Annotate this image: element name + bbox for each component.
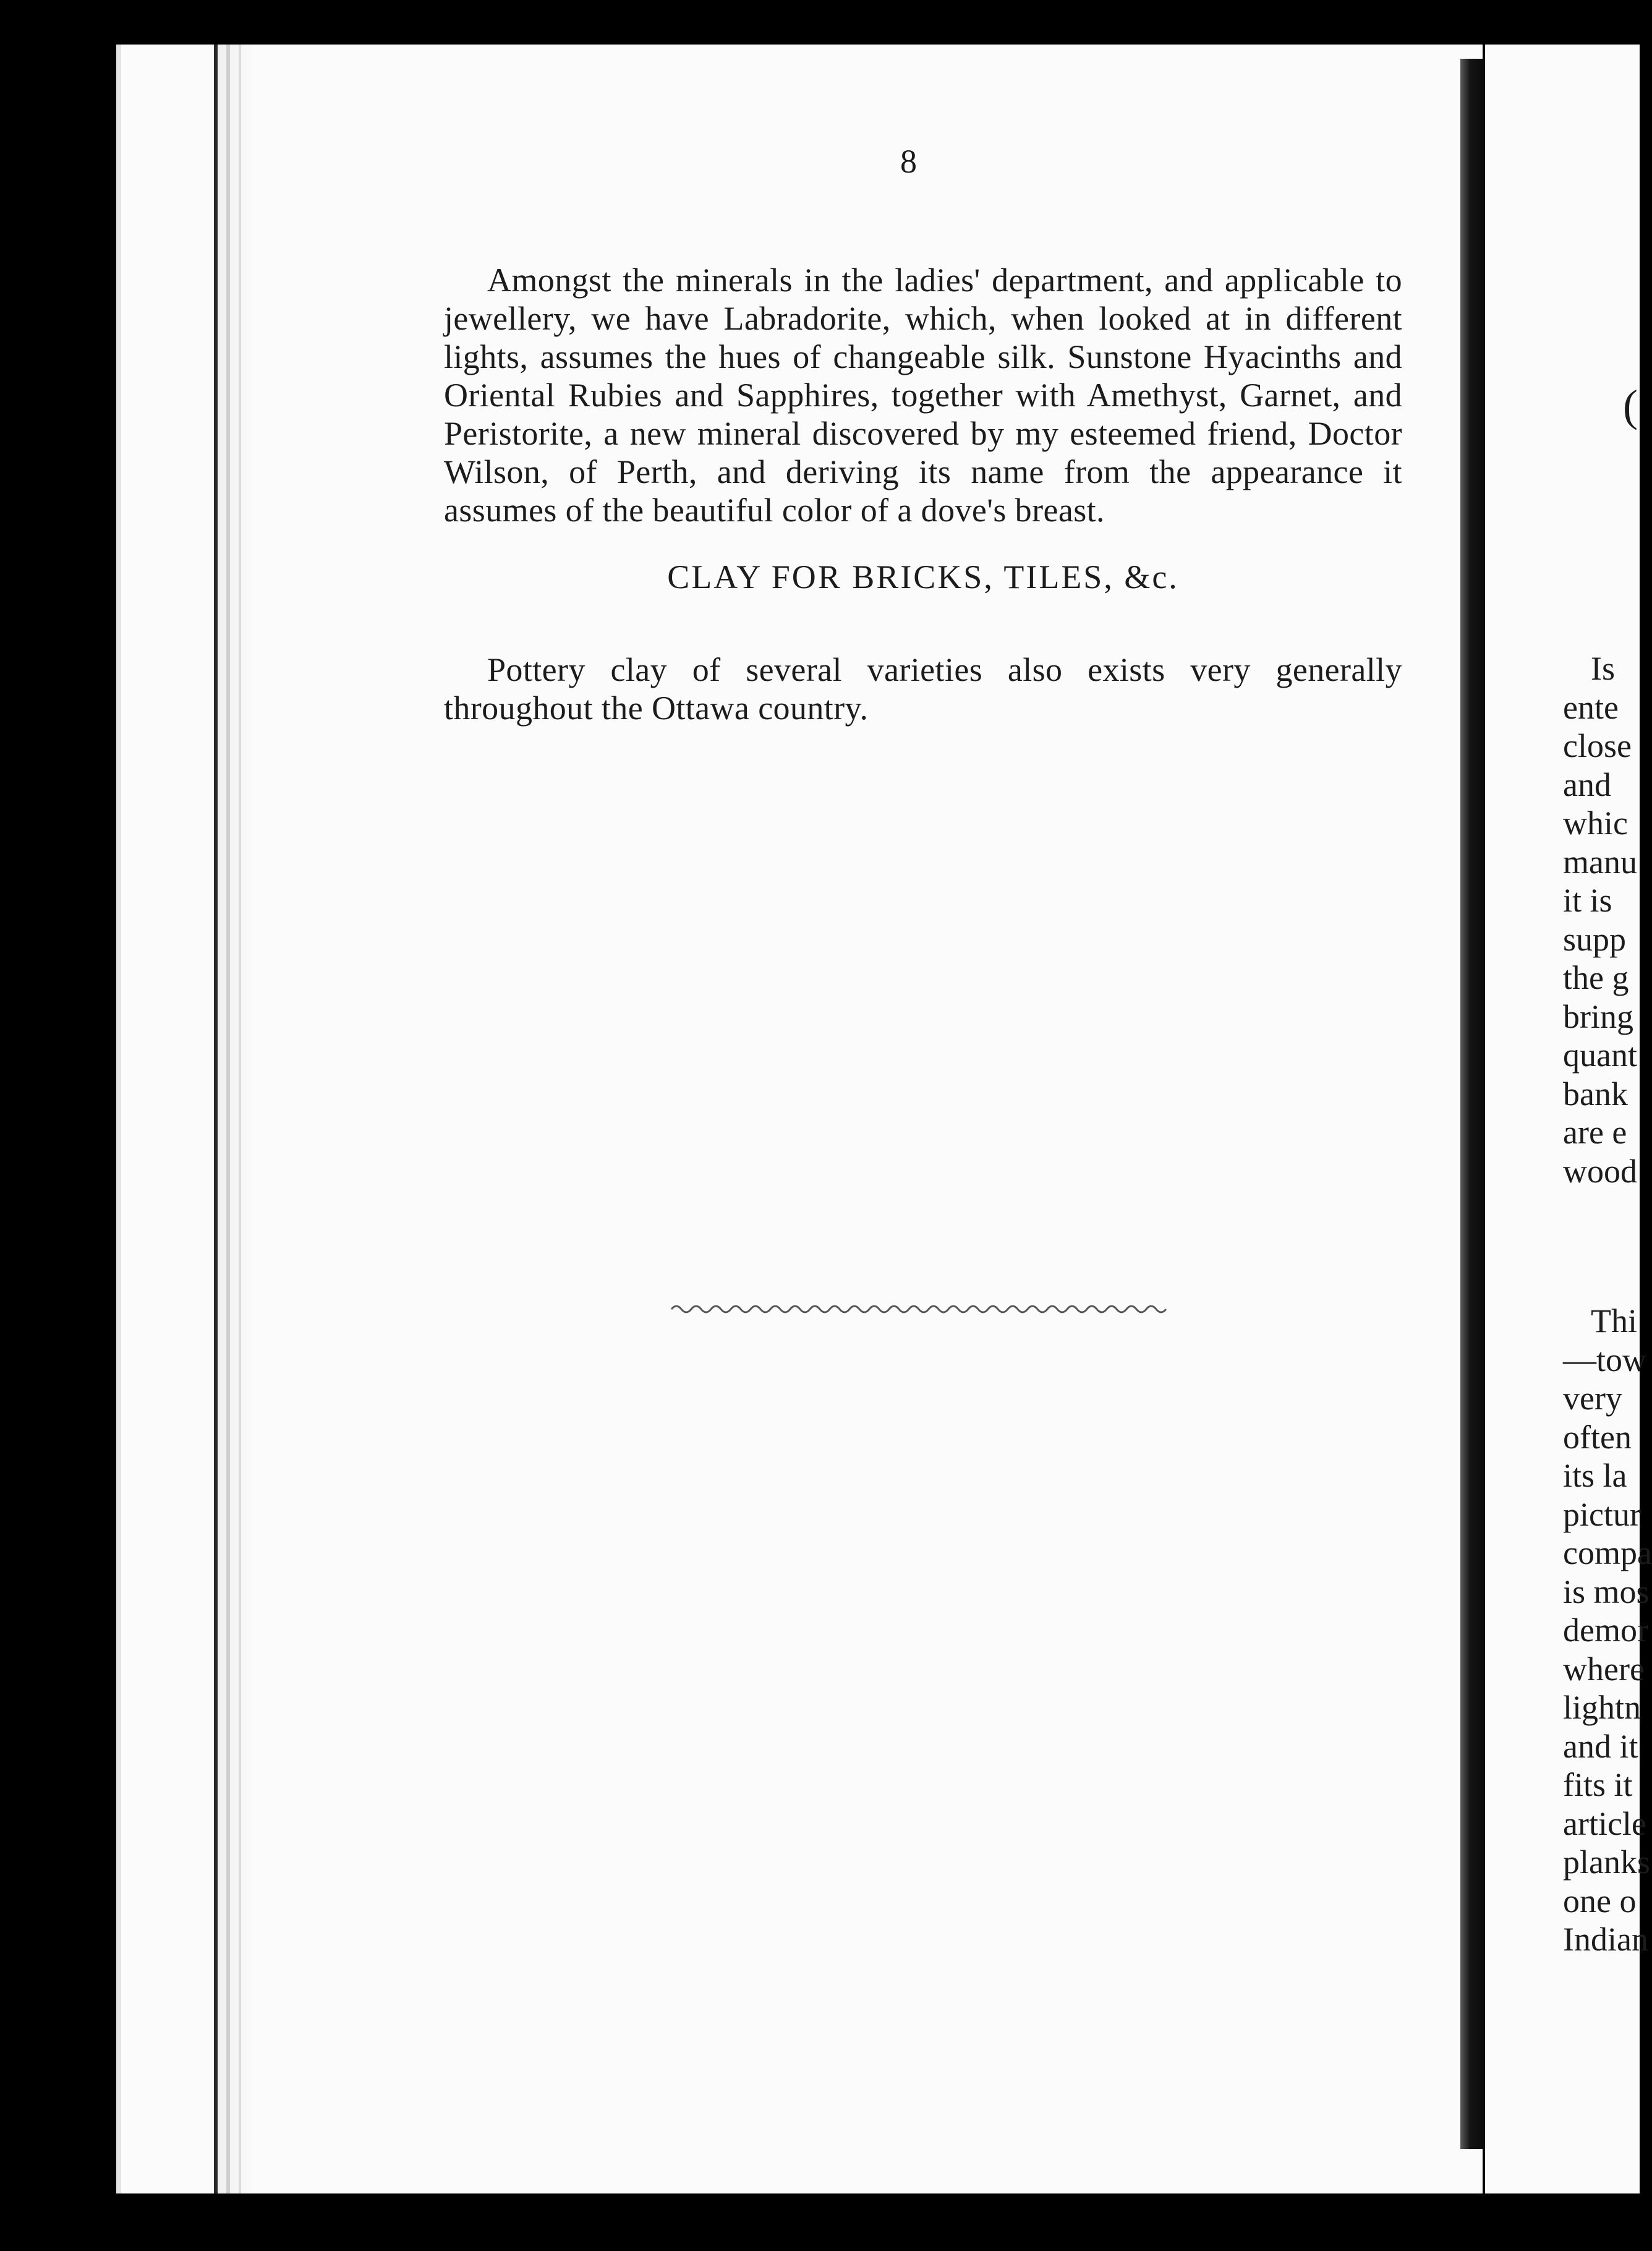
- right-page-line: is mos: [1563, 1573, 1650, 1610]
- right-page-line: ente: [1563, 688, 1619, 726]
- right-page-line: where: [1563, 1650, 1645, 1688]
- paragraph-minerals: Amongst the minerals in the ladies' department, and applicable to jewellery, we have Labradorite, which, when looked at in different lights, assumes the hues of changeable silk. Sunstone Hyacinths and Oriental Rubies and Sapphires, together with Amethyst, Garnet, and Peristorite, a new mineral discovered by my esteemed friend, Doctor Wilson, of Perth, and deriving its name from the appearance it assumes of the beautiful color of a dove's breast.: [444, 262, 1402, 529]
- right-page-initial: (: [1623, 381, 1638, 430]
- right-page-line: wood: [1563, 1152, 1637, 1190]
- right-page-line: manu: [1563, 843, 1637, 881]
- page-number: 8: [900, 143, 917, 180]
- right-page-line: lightn: [1563, 1689, 1641, 1726]
- section-heading: CLAY FOR BRICKS, TILES, &c.: [667, 558, 1179, 596]
- right-page-line: planks: [1563, 1843, 1650, 1881]
- right-page-line: Is: [1591, 650, 1615, 687]
- decorative-rule: [671, 1300, 1166, 1318]
- right-page-text-block: [1563, 649, 1640, 1190]
- right-page-line: pictur: [1563, 1495, 1641, 1533]
- book-gutter: [1460, 59, 1485, 2149]
- right-page-line: supp: [1563, 920, 1627, 958]
- right-page-line: the g: [1563, 959, 1629, 996]
- right-page-line: Thi: [1591, 1302, 1637, 1339]
- right-page-line: and it: [1563, 1727, 1638, 1765]
- right-page-line: one o: [1563, 1882, 1637, 1920]
- right-page-line: very: [1563, 1380, 1622, 1417]
- right-page-line: and: [1563, 766, 1611, 803]
- page-edge-line: [226, 45, 230, 2193]
- right-page-line: it is: [1563, 882, 1612, 919]
- right-page-line: fits it: [1563, 1766, 1633, 1803]
- right-page-line: bank: [1563, 1075, 1628, 1113]
- right-page-line: demor: [1563, 1612, 1648, 1649]
- right-page-line: article: [1563, 1805, 1646, 1842]
- right-page-line: are e: [1563, 1114, 1627, 1151]
- right-page-line: whic: [1563, 805, 1628, 842]
- page-edge: [214, 45, 255, 2193]
- right-page-text-block: [1563, 1302, 1652, 1959]
- right-page-line: —tow: [1563, 1341, 1646, 1378]
- right-page-line: its la: [1563, 1457, 1627, 1494]
- page-edge-line: [239, 45, 241, 2193]
- right-page-line: often: [1563, 1418, 1632, 1456]
- right-page-line: bring: [1563, 997, 1633, 1035]
- right-page-line: quant: [1563, 1036, 1637, 1074]
- right-page-line: compa: [1563, 1534, 1652, 1571]
- right-page-line: Indian: [1563, 1921, 1648, 1958]
- paragraph-pottery-clay: Pottery clay of several varieties also exists very generally throughout the Ottawa country.: [444, 651, 1402, 727]
- right-page-line: close: [1563, 727, 1632, 764]
